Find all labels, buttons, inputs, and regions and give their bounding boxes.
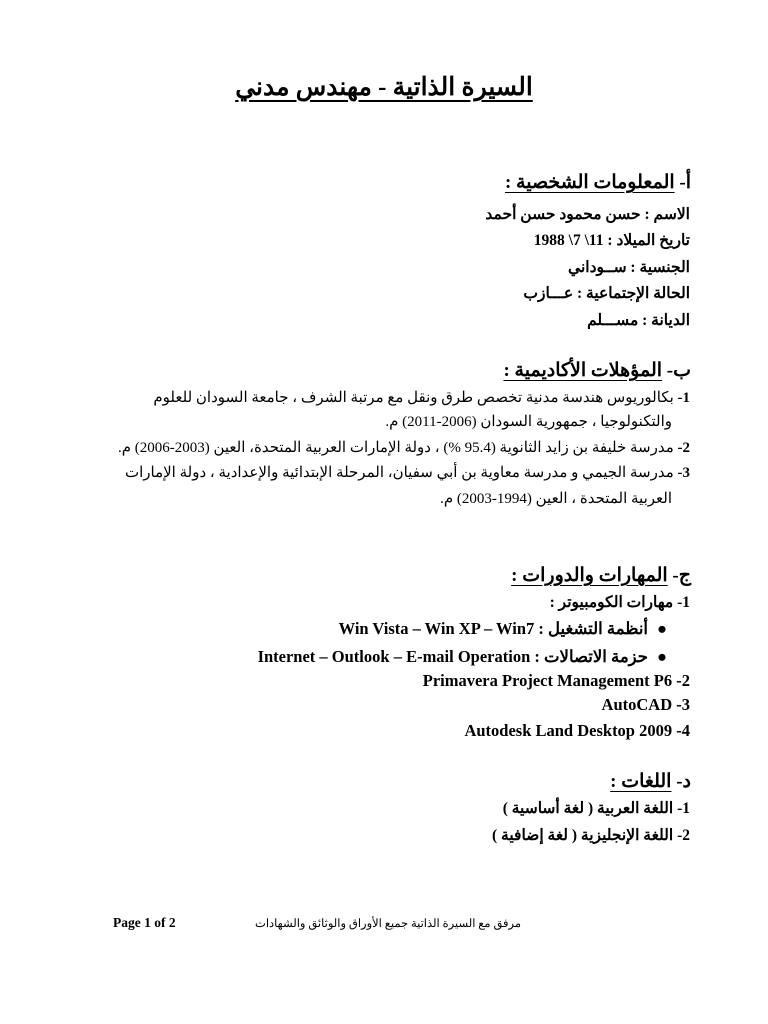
language-item-1: 1- اللغة العربية ( لغة أساسية ) <box>502 800 690 817</box>
academic-item-1 <box>153 388 690 407</box>
personal-heading <box>505 171 691 194</box>
skills-heading-prefix: ج- <box>672 565 691 586</box>
academic-heading <box>503 359 691 382</box>
page-number: Page 1 of 2 <box>113 915 176 930</box>
skills-heading-text: المهارات والدورات : <box>511 565 668 586</box>
os-label: أنظمة التشغيل : <box>538 619 648 638</box>
academic-item-1-num: 1- <box>677 390 690 406</box>
personal-heading-text: المعلومات الشخصية : <box>504 172 675 193</box>
personal-name: الاسم : حسن محمود حسن أحمد <box>485 206 690 223</box>
skill-item-3-text: AutoCAD <box>601 695 673 714</box>
comm-label: حزمة الاتصالات : <box>534 647 648 666</box>
skill-item-2 <box>423 671 690 691</box>
academic-heading-text: المؤهلات الأكاديمية : <box>503 360 663 381</box>
academic-heading-prefix: ب- <box>666 360 691 381</box>
academic-item-3-cont: العربية المتحدة ، العين (1994-2003) م. <box>440 491 672 507</box>
skills-heading <box>511 564 691 587</box>
title-text: السيرة الذاتية - مهندس مدني <box>235 74 533 101</box>
academic-item-2 <box>118 438 690 457</box>
academic-item-1-cont: والتكنولوجيا ، جمهورية السودان (2006-2011) م. <box>385 414 672 430</box>
footer-note: مرفق مع السيرة الذاتية جميع الأوراق والوثائق والشهادات <box>255 918 522 930</box>
personal-birth: تاريخ الميلاد : 11\ 7\ 1988 <box>533 232 690 249</box>
language-item-2: 2- اللغة الإنجليزية ( لغة إضافية ) <box>492 827 690 844</box>
page-title <box>0 72 768 102</box>
academic-item-2-line1: مدرسة خليفة بن زايد الثانوية (95.4 %) ، دولة الإمارات العربية المتحدة، العين (2003-2006) م. <box>117 440 674 456</box>
skill-item-2-text: Primavera Project Management P6 <box>422 671 673 690</box>
languages-heading-prefix: د- <box>676 771 691 792</box>
os-skills-line <box>339 619 676 639</box>
os-value: Win Vista – Win XP – Win7 <box>338 619 535 638</box>
skill-item-2-num: -2 <box>676 671 690 690</box>
comm-skills-line <box>258 647 676 667</box>
skill-item-4-text: Autodesk Land Desktop 2009 <box>464 721 673 740</box>
academic-item-3-line1: مدرسة الجيمي و مدرسة معاوية بن أبي سفيان، المرحلة الإبتدائية والإعدادية ، دولة الإمارات <box>124 465 674 481</box>
skill-item-3 <box>602 695 690 715</box>
academic-item-1-line1: بكالوريوس هندسة مدنية تخصص طرق ونقل مع مرتبة الشرف ، جامعة السودان للعلوم <box>153 390 674 406</box>
comm-value: Internet – Outlook – E-mail Operation <box>257 647 531 666</box>
academic-item-3-num: 3- <box>677 465 690 481</box>
personal-marital: الحالة الإجتماعية : عـــازب <box>523 285 690 302</box>
skill-item-4 <box>464 721 690 741</box>
academic-item-2-num: 2- <box>677 440 690 456</box>
skill-item-4-num: -4 <box>676 721 690 740</box>
academic-item-3 <box>125 463 690 482</box>
computer-skills-label: 1- مهارات الكومبيوتر : <box>549 594 690 611</box>
bullet-icon: ● <box>657 619 667 638</box>
personal-religion: الديانة : مســـلم <box>587 312 690 329</box>
skill-item-3-num: -3 <box>676 695 690 714</box>
personal-nationality: الجنسية : ســوداني <box>568 259 690 276</box>
languages-heading <box>610 770 691 793</box>
bullet-icon: ● <box>657 647 667 666</box>
personal-heading-prefix: أ- <box>679 172 691 193</box>
languages-heading-text: اللغات : <box>610 771 672 792</box>
